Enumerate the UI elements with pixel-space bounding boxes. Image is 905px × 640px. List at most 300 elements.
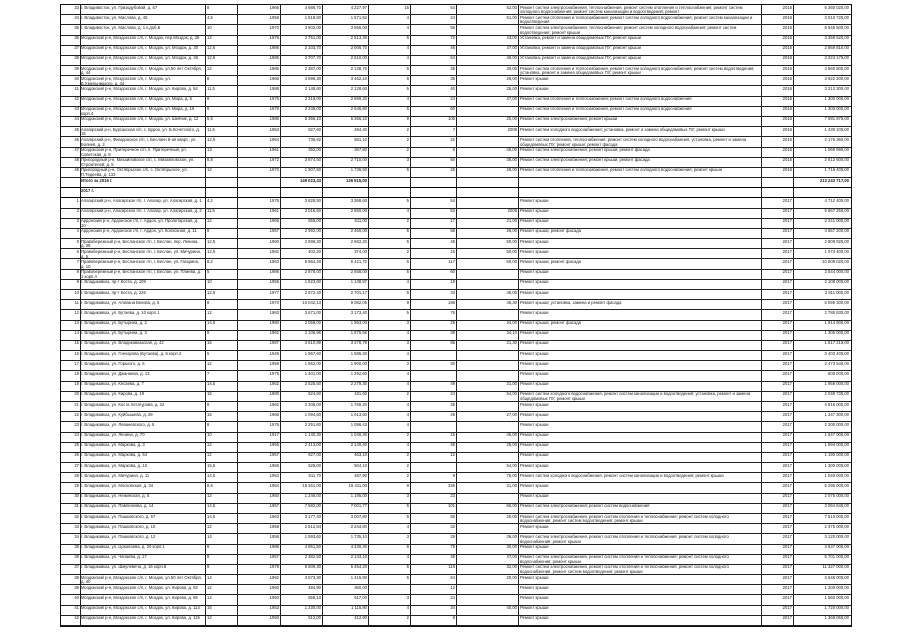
cell-yr: 2016 (782, 35, 792, 41)
cell-cost: 1 347 300,00 (824, 412, 849, 417)
cell-cost: 2 176 360,00 (824, 137, 849, 142)
cell-addr: г. Владикавказ, пр-т Коста, д. 226 (81, 290, 146, 295)
cell-yr: 2016 (782, 167, 792, 173)
cell-n1 (207, 178, 237, 188)
table-row (61, 443, 851, 453)
cell-yr: 2017 (782, 269, 792, 275)
cell-year: 1962 (269, 402, 279, 407)
cell-works: Ремонт крыши (520, 249, 549, 254)
cell-year: 1955 (269, 442, 279, 448)
cell-cost: 3 213 300,00 (824, 86, 849, 91)
cell-works: Ремонт крыши (520, 239, 549, 244)
table-row (61, 209, 851, 219)
cell-cost: 1 694 000,00 (824, 442, 849, 448)
cell-a3: 21,00 (506, 218, 517, 224)
cell-addr: Моздокский р-н, Моздокское с/п, г. Моздок, ул. Мира, д. 16 корп.4 (81, 106, 195, 117)
cell-n3: 24 (450, 15, 455, 20)
cell-a3 (457, 178, 517, 188)
cell-n1: 12 (207, 615, 212, 621)
cell-n3: 22 (450, 137, 455, 142)
cell-no: 14 (74, 330, 79, 336)
cell-yr: 2017 (782, 452, 792, 458)
cell-cost: 2 075 000,00 (824, 493, 849, 499)
cell-a1: 1 401,00 (304, 371, 321, 376)
cell-n3: 54 (450, 55, 455, 61)
cell-yr: 2017 (782, 544, 792, 550)
cell-addr: Моздокский р-н, Моздокское с/п, г. Моздок, ул. Кирова, д. 115 (81, 615, 200, 621)
cell-a2: 136 515,00 (346, 178, 367, 183)
cell-year: 1963 (269, 514, 279, 519)
cell-a3: 28,00 (506, 167, 517, 173)
cell-no: 11 (74, 300, 79, 305)
table-row (61, 239, 851, 249)
cell-n2: 6 (406, 544, 409, 550)
cell-works: Ремонт систем отопления и теплоснабжения; ремонт систем холодного водоснабжения (520, 96, 692, 102)
cell-year: 1960 (269, 585, 279, 590)
cell-cost: 3 010 720,00 (824, 15, 849, 20)
table-row (61, 585, 851, 595)
cell-a2: 2 279,30 (350, 381, 367, 387)
cell-addr: г. Владикавказ, ул. Пашковского, д. 12 (81, 534, 156, 539)
cell-works: Ремонт систем электроснабжения, ремонт систем отопления и теплоснабжения, ремонт систем холодного водоснабжения; ремонт крыши (520, 534, 729, 544)
cell-n3: 33 (450, 290, 455, 295)
cell-yr: 2017 (782, 442, 792, 448)
cell-year: 1957 (269, 452, 279, 458)
cell-year: 1957 (269, 503, 279, 509)
cell-yr: 2017 (782, 290, 792, 295)
cell-yr: 2017 (782, 330, 792, 336)
cell-addr: г. Владикавказ, ул. Маркова, д. 10 (81, 463, 148, 468)
cell-cost: 2 108 000,00 (824, 279, 849, 285)
document-table (60, 4, 852, 627)
cell-a2: 487,90 (354, 473, 367, 478)
cell-a1: 3 177,40 (304, 514, 321, 519)
cell-n1: 13 (207, 147, 212, 153)
cell-n3: 60 (450, 269, 455, 275)
cell-year: 1959 (269, 361, 279, 366)
cell-no: 39 (74, 585, 79, 590)
cell-works (520, 188, 760, 198)
cell-n3: 101 (448, 503, 455, 509)
table-row (61, 137, 851, 147)
cell-yr: 2017 (782, 503, 792, 509)
cell-cost: 213 243 717,00 (819, 178, 849, 183)
cell-works: Ремонт крыши (520, 279, 549, 285)
cell-no: 32 (74, 514, 79, 519)
cell-year: 1950 (269, 493, 279, 499)
cell-a2: 2 513,30 (350, 35, 367, 41)
cell-n3: 12 (450, 585, 455, 590)
cell-n1: 12,6 (207, 45, 216, 51)
cell-works: Ремонт крыши; ремонт фасада (520, 259, 581, 264)
cell-addr: г. Владикавказ, ул. Кирова, д. 19 (81, 391, 145, 397)
cell-a1: 1 993,60 (304, 534, 321, 539)
cell-works: Ремонт крыши (520, 442, 549, 448)
cell-addr: г. Владикавказ, ул. Алихана Бекова, д. 5 (81, 300, 160, 305)
cell-works: Ремонт крыши (520, 198, 549, 203)
cell-n1: 10 (207, 25, 212, 30)
cell-a1: 3 016,50 (304, 208, 321, 214)
cell-a2: 511,00 (354, 218, 367, 224)
cell-n2: 4 (406, 442, 409, 448)
cell-n2: 3 (406, 595, 409, 600)
cell-works: Ремонт крыши (520, 351, 549, 356)
table-row (61, 66, 851, 76)
cell-a3: 21,30 (506, 340, 517, 346)
cell-n1: 7 (207, 371, 210, 376)
cell-addr: Моздокский р-н, Моздокское с/п, г. Моздок, ул.50 лет Октября, д. 40 (81, 575, 202, 585)
cell-yr (762, 188, 792, 198)
cell-n3: 35 (450, 76, 455, 81)
cell-n1: 11,5 (207, 208, 215, 214)
cell-n3: 56 (450, 514, 455, 519)
cell-cost: 1 716 400,00 (824, 167, 849, 173)
cell-cost: 3 544 000,00 (824, 269, 849, 275)
cell-a1: 5 366,10 (304, 116, 321, 122)
cell-yr: 2016 (782, 147, 792, 153)
cell-n3: 336 (448, 483, 455, 488)
cell-cost: 1 300 000,00 (824, 96, 849, 102)
cell-year: 1980 (269, 320, 279, 326)
cell-n3 (411, 371, 455, 381)
cell-year: 1970 (269, 25, 279, 30)
cell-yr: 2017 (782, 320, 792, 326)
cell-yr: 2017 (782, 391, 792, 397)
cell-n3: 53 (450, 208, 455, 214)
cell-no: 49 (74, 167, 79, 173)
cell-n3: 76 (450, 310, 455, 315)
cell-n3: 48 (450, 402, 455, 407)
cell-a2: 2 710,00 (350, 157, 367, 163)
cell-no: 34 (74, 534, 79, 539)
cell-no: 40 (74, 76, 79, 81)
cell-no: 44 (74, 116, 79, 122)
cell-cost: 2 300 000,00 (824, 422, 849, 427)
cell-a1: 2 707,70 (304, 55, 321, 61)
table-row (61, 463, 851, 473)
table-row (61, 606, 851, 616)
cell-yr: 2017 (782, 340, 792, 346)
cell-a1: 555,00 (308, 218, 321, 224)
cell-a2: 1 096,43 (350, 422, 367, 427)
cell-addr: г. Владикавказ, ул. Цоколаева, д. 20 корп.1 (81, 544, 165, 550)
cell-n3: 46 (450, 442, 455, 448)
table-row (61, 290, 851, 300)
cell-yr: 2016 (782, 116, 792, 122)
table-row (61, 260, 851, 270)
cell-works: Ремонт систем электроснабжения, ремонт систем отопления и теплоснабжения; ремонт систем холодного водоснабжения, ремонт систем водоотведения; ремонт крыши (520, 564, 729, 575)
table-row (61, 168, 851, 178)
cell-n1: 12 (207, 442, 212, 448)
table-row (61, 107, 851, 117)
cell-year: 1966 (269, 76, 279, 81)
cell-no: 22 (74, 412, 79, 417)
cell-addr: Моздокский р-н, Моздокское с/п, г. Моздок, ул. Моздок, д. 36 (81, 55, 199, 61)
cell-a1: 2 512,84 (304, 524, 321, 529)
cell-year: 1986 (269, 116, 279, 122)
cell-n2: 2 (406, 615, 409, 621)
cell-n3: 46 (450, 45, 455, 51)
cell-no: 18 (74, 371, 79, 376)
table-row (61, 5, 851, 15)
cell-n1: 12 (207, 310, 212, 315)
cell-a1: 2 306,00 (304, 402, 321, 407)
cell-a3: 45,30 (506, 300, 517, 305)
cell-a2: 2 143,10 (350, 554, 367, 560)
cell-no: 41 (74, 86, 79, 91)
cell-a2: 9 082,05 (350, 300, 367, 305)
cell-a1: 149 023,43 (300, 178, 321, 183)
cell-n3: 72 (450, 35, 455, 41)
cell-no: 36 (74, 554, 79, 560)
cell-addr: Правобережный р-н, Бесланское г/п, г. Беслан, пер. Ленина, д. 38 (81, 239, 199, 249)
cell-addr: Моздокский р-н, Моздокское с/п, г. Моздок, ул. Б.Хмельницкого, д. 44 (81, 76, 171, 86)
cell-addr: г. Владикавказ, ул. Пашковского, д. 10 (81, 524, 156, 529)
cell-a2: 1 736,50 (350, 167, 367, 173)
cell-a1: 1 907,50 (304, 167, 321, 173)
cell-a2: 1 875,56 (350, 330, 367, 336)
cell-n2: 9 (406, 483, 409, 488)
cell-works: Ремонт крыши (520, 76, 549, 81)
cell-n3 (411, 351, 455, 361)
cell-addr: Пригородный р-н, Михайловское с/п, с. Михайловское, ул. Строителей, д. 5 (81, 157, 195, 167)
cell-cost: 11 327 000,00 (822, 564, 849, 570)
cell-cost: 3 064 640,00 (824, 503, 849, 509)
cell-works: Ремонт систем отопления, теплоснабжения, ремонт систем холодного водоснабжения, установка, ремонт и замена общедомовых ПУ; ремонт крыши; ремонт фасада (520, 137, 747, 147)
cell-n3: 48 (450, 66, 455, 71)
cell-a1: 2 059,00 (304, 320, 321, 326)
table-row (61, 331, 851, 341)
table-row (61, 188, 851, 198)
cell-a2: 6 421,70 (350, 259, 367, 264)
cell-works: Ремонт систем отопления и теплоснабжения, ремонт систем холодного водоснабжения (520, 106, 692, 112)
cell-no: 47 (74, 147, 79, 153)
cell-a3 (457, 198, 517, 208)
cell-a3: 28,00 (506, 76, 517, 81)
cell-a3 (457, 351, 517, 361)
cell-year: 1880 (269, 391, 279, 397)
cell-a3: 54,00 (506, 463, 517, 468)
cell-year: 1917 (269, 432, 279, 438)
cell-yr (762, 178, 792, 188)
cell-a3: 2008 (507, 127, 517, 132)
table-row (61, 229, 851, 239)
cell-works: Ремонт крыши (520, 585, 549, 590)
cell-no: 28 (74, 473, 79, 478)
cell-works: Ремонт крыши (520, 483, 549, 488)
cell-yr: 2017 (782, 310, 792, 315)
cell-year: 1970 (269, 167, 279, 173)
cell-n2: 4 (406, 524, 409, 529)
cell-a1: 484,90 (308, 585, 321, 590)
cell-n3: 24 (450, 391, 455, 397)
cell-a1: 659,10 (308, 595, 321, 600)
cell-n2: 2 (406, 473, 409, 478)
table-row (61, 46, 851, 56)
cell-no: 19 (74, 381, 79, 387)
cell-a3: 30,00 (506, 544, 517, 550)
cell-a3: 27,00 (506, 412, 517, 417)
cell-a3: 47,00 (506, 554, 517, 560)
cell-n1: 12 (207, 167, 212, 173)
cell-a3 (457, 270, 517, 280)
cell-yr: 2017 (782, 483, 792, 488)
table-row (61, 616, 851, 626)
cell-no (61, 188, 79, 198)
table-row (61, 198, 851, 208)
cell-n3: 56 (450, 25, 455, 30)
cell-n3: 34 (450, 605, 455, 611)
cell-a3 (457, 595, 517, 605)
cell-n2: 2 (406, 137, 409, 142)
table-row (61, 56, 851, 66)
cell-cost: 3 120 000,00 (824, 534, 849, 539)
cell-n2: 4 (406, 25, 409, 30)
table-row (61, 382, 851, 392)
cell-yr: 2017 (782, 412, 792, 417)
cell-addr: г. Владикавказ, ул. Бутырина, д. 2 (81, 320, 147, 326)
cell-a3: 46,00 (506, 55, 517, 61)
cell-n1: 14 (207, 575, 212, 580)
cell-n3: 119 (448, 564, 455, 570)
cell-cost: 1 430 100,00 (824, 127, 849, 132)
cell-n1: 8 (207, 228, 210, 234)
cell-a1: 1 967,60 (304, 351, 321, 356)
cell-n3: 60 (450, 106, 455, 112)
cell-yr: 2016 (782, 45, 792, 51)
cell-year: 1977 (269, 290, 279, 295)
cell-a1: 3 573,30 (304, 575, 321, 580)
cell-yr: 2016 (782, 86, 792, 91)
cell-addr: Алагирский р-н, Фиагдонское с/п, г. Бесланн 8-ая кварт., ул. Болиев, д. 2 (81, 137, 197, 147)
cell-n1: 8 (207, 422, 210, 427)
cell-a3: 46,00 (506, 147, 517, 153)
table-row (61, 15, 851, 25)
cell-cost: 10 606 020,00 (822, 259, 849, 264)
cell-a2 (323, 188, 367, 198)
cell-addr: Алагирский р-н, Алагирское г/п, г. Алагир, ул. Алагирская, д. 1 (81, 198, 202, 203)
cell-a2: 16 411,00 (348, 483, 367, 488)
cell-a2: 1 415,80 (350, 575, 367, 580)
cell-addr: Моздокский р-н, Моздокское с/п, г. Моздок, ул. Шевчик, д. 12 (81, 116, 199, 122)
cell-n1: 6 (207, 544, 210, 550)
cell-a2: 463,10 (354, 452, 367, 458)
cell-n2: 4 (406, 554, 409, 560)
cell-a1: 2 696,30 (304, 239, 321, 244)
cell-a2: 2 701,17 (350, 290, 367, 295)
cell-addr: г. Владивосток, ул. Маслова, д. 1 к.доб.Б (81, 25, 161, 30)
cell-a3: 54,00 (506, 391, 517, 397)
cell-a2: 4 227,97 (350, 5, 367, 10)
cell-n1: 12 (207, 361, 212, 366)
cell-n3: 7 (452, 127, 455, 132)
cell-year: 1962 (269, 575, 279, 580)
cell-a1: 2 251,60 (304, 422, 321, 427)
cell-n2: 5 (406, 310, 409, 315)
cell-yr: 2017 (782, 564, 792, 570)
cell-a2: 1 571,52 (350, 15, 367, 20)
cell-year: 1962 (269, 330, 279, 336)
cell-n1: 12 (207, 218, 212, 224)
cell-cost: 4 637 000,00 (824, 544, 849, 550)
cell-yr: 2017 (782, 422, 792, 427)
cell-addr: г. Владивосток, ул. Маслова, д. 45 (81, 15, 148, 20)
cell-n2: 5 (406, 198, 409, 203)
cell-yr: 2017 (782, 432, 792, 438)
cell-no: 26 (74, 452, 79, 458)
cell-n3: 117 (448, 259, 455, 264)
cell-n2: 3 (406, 320, 409, 326)
cell-cost: 1 300 000,00 (824, 463, 849, 468)
cell-no: 46 (74, 137, 79, 142)
cell-no (61, 178, 79, 188)
cell-a2: 2 650,00 (350, 208, 367, 214)
cell-year: 1961 (269, 147, 279, 153)
cell-yr: 2017 (782, 534, 792, 539)
cell-a1: 736,82 (308, 137, 321, 142)
cell-n2: 2 (406, 127, 409, 132)
cell-n2: 4 (406, 371, 409, 376)
cell-a2: 360,00 (354, 585, 367, 590)
cell-n2: 5 (406, 167, 409, 173)
table-row (61, 433, 851, 443)
cell-a2: 2 138,70 (350, 66, 367, 71)
cell-addr: 2017 г. (81, 188, 94, 193)
cell-n2: 3 (406, 534, 409, 539)
cell-n1: 15,5 (207, 463, 216, 468)
cell-yr: 2016 (782, 137, 792, 142)
cell-addr: Алагирский р-н, Бурсакская с/п, с. Бурон, ул. Б.Кочетского, д. 15 (81, 127, 200, 137)
cell-a3: 47,00 (506, 45, 517, 51)
table-row (61, 575, 851, 585)
cell-a3: 50,00 (506, 239, 517, 244)
cell-no: 5 (76, 239, 79, 244)
cell-a2: 5 454,20 (350, 564, 367, 570)
cell-a3: 34,00 (506, 320, 517, 326)
cell-works: Ремонт крыши (520, 463, 549, 468)
cell-a2: 2 140,40 (350, 442, 367, 448)
cell-cost: 7 081 875,00 (824, 116, 849, 122)
cell-n1: 12,5 (207, 249, 216, 254)
cell-year: 1979 (269, 106, 279, 112)
cell-n3: 105 (448, 116, 455, 122)
cell-addr: г. Владикавказ, ул. Шмулевича, д. 16 корп.8 (81, 564, 167, 570)
cell-a3 (457, 371, 517, 381)
cell-yr: 2016 (782, 106, 792, 112)
cell-works: Ремонт крыши (520, 340, 549, 346)
cell-yr: 2017 (782, 473, 792, 478)
cell-works: Ремонт систем холодного водоснабжения, ремонт систем канализации и водоотведения; установка, ремонт и замена общедомовых ПУ; ремонт крыши (520, 391, 751, 402)
cell-a1: 624,60 (308, 391, 321, 397)
cell-a2: 1 963,00 (350, 320, 367, 326)
cell-no: 33 (74, 524, 79, 529)
cell-year: 1963 (269, 310, 279, 315)
cell-a2: 1 769,20 (350, 402, 367, 407)
cell-n3: 64 (450, 5, 455, 10)
cell-a3: 20,00 (506, 514, 517, 519)
table-row (61, 412, 851, 422)
cell-a2: 3 368,60 (350, 198, 367, 203)
cell-a3 (457, 361, 517, 371)
cell-works: Ремонт систем электроснабжения; ремонт систем водоснабжения (520, 503, 650, 509)
cell-a2: 617,00 (354, 595, 367, 600)
cell-year: 1975 (269, 96, 279, 102)
cell-works: Ремонт крыши (520, 86, 549, 91)
cell-n1: 15 (207, 412, 212, 417)
cell-addr: г. Владикавказ, ул. Владикавказская, д. 42 (81, 340, 164, 346)
cell-no: 36 (74, 35, 79, 41)
cell-year: 1966 (269, 5, 279, 10)
